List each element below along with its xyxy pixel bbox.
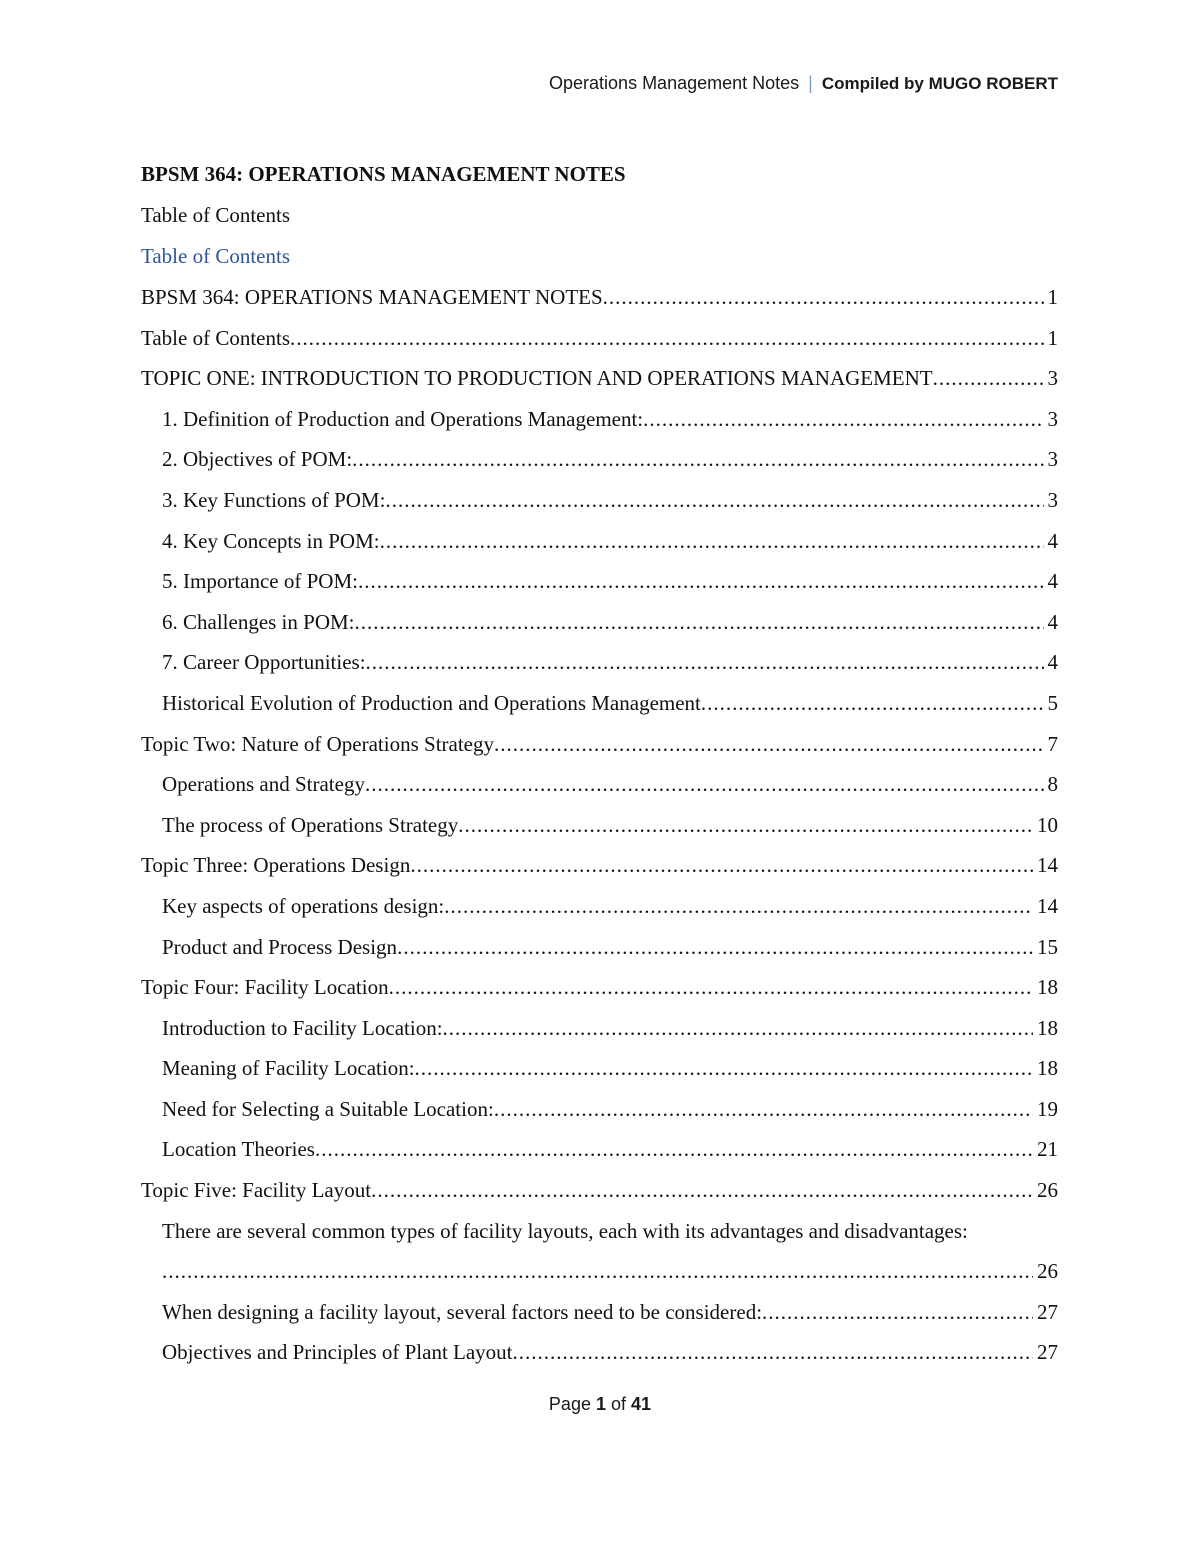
toc-page-number: 15 bbox=[1037, 934, 1058, 959]
toc-entry[interactable] bbox=[141, 1092, 1058, 1133]
toc-dot-leader bbox=[397, 930, 1033, 964]
toc-entry-text: Operations and Strategy bbox=[162, 772, 365, 797]
toc-dot-leader bbox=[385, 483, 1043, 517]
toc-page-number: 14 bbox=[1037, 853, 1058, 878]
toc-entry-text: Table of Contents bbox=[141, 325, 290, 350]
toc-page-number: 5 bbox=[1047, 690, 1058, 715]
document-title: BPSM 364: OPERATIONS MANAGEMENT NOTES bbox=[141, 162, 626, 186]
toc-dot-leader bbox=[371, 1173, 1033, 1207]
toc-page-number: 21 bbox=[1037, 1137, 1058, 1162]
toc-entry[interactable] bbox=[141, 442, 1058, 483]
toc-entry[interactable] bbox=[141, 605, 1058, 646]
toc-entry-text: Product and Process Design bbox=[162, 934, 398, 959]
toc-entry-continuation bbox=[162, 1254, 1058, 1294]
toc-entry-text: Topic Four: Facility Location bbox=[141, 975, 389, 1000]
toc-dot-leader bbox=[365, 767, 1044, 801]
toc-entry-text: The process of Operations Strategy bbox=[162, 812, 459, 837]
toc-entry[interactable] bbox=[141, 280, 1058, 321]
toc-entry[interactable] bbox=[141, 321, 1058, 362]
toc-page-number: 1 bbox=[1047, 325, 1058, 350]
page-header bbox=[549, 73, 1058, 94]
footer-total-pages: 41 bbox=[631, 1394, 652, 1414]
toc-dot-leader bbox=[444, 889, 1033, 923]
toc-entry[interactable] bbox=[141, 1295, 1058, 1336]
toc-entry[interactable] bbox=[141, 524, 1058, 565]
toc-entry[interactable] bbox=[141, 767, 1058, 808]
toc-dot-leader bbox=[352, 442, 1043, 476]
toc-entry-text: Historical Evolution of Production and Operations Management bbox=[162, 690, 701, 715]
footer-current-page: 1 bbox=[595, 1394, 606, 1414]
toc-entry[interactable] bbox=[141, 1132, 1058, 1173]
toc-entry[interactable] bbox=[141, 483, 1058, 524]
toc-page-number: 14 bbox=[1037, 893, 1058, 918]
toc-entry-text: Need for Selecting a Suitable Location: bbox=[162, 1096, 494, 1121]
toc-entry-text: Topic Five: Facility Layout bbox=[141, 1178, 372, 1203]
toc-entry-text: Location Theories bbox=[162, 1137, 315, 1162]
toc-dot-leader bbox=[380, 524, 1044, 558]
toc-dot-leader bbox=[389, 970, 1033, 1004]
toc-page-number: 1 bbox=[1047, 285, 1058, 309]
toc-entry[interactable] bbox=[141, 727, 1058, 768]
toc-entry-text: There are several common types of facility layouts, each with its advantages and disadvantages: bbox=[162, 1218, 968, 1243]
document-body bbox=[141, 157, 1058, 1376]
toc-entry[interactable] bbox=[141, 686, 1058, 727]
toc-entry[interactable] bbox=[141, 1173, 1058, 1214]
toc-entry-text: 6. Challenges in POM: bbox=[162, 609, 355, 634]
toc-entry-text: Key aspects of operations design: bbox=[162, 893, 445, 918]
toc-dot-leader bbox=[701, 686, 1044, 720]
toc-page-number: 18 bbox=[1037, 1056, 1058, 1081]
toc-dot-leader bbox=[762, 1295, 1033, 1329]
toc-label: Table of Contents bbox=[141, 203, 290, 227]
toc-entry[interactable] bbox=[141, 564, 1058, 605]
toc-entry[interactable] bbox=[141, 645, 1058, 686]
toc-page-number: 3 bbox=[1047, 447, 1058, 472]
toc-dot-leader bbox=[933, 361, 1044, 395]
toc-entry-text: Introduction to Facility Location: bbox=[162, 1015, 443, 1040]
toc-entry-text: Topic Two: Nature of Operations Strategy bbox=[141, 731, 495, 756]
toc-page-number: 3 bbox=[1047, 487, 1058, 512]
toc-page-number: 8 bbox=[1047, 772, 1058, 797]
toc-dot-leader bbox=[513, 1335, 1033, 1369]
toc-entry-text: 5. Importance of POM: bbox=[162, 569, 358, 594]
toc-page-number: 18 bbox=[1037, 975, 1058, 1000]
toc-dot-leader bbox=[643, 402, 1043, 436]
toc-entry[interactable] bbox=[141, 930, 1058, 971]
footer-of-word: of bbox=[611, 1394, 627, 1414]
toc-entry[interactable] bbox=[141, 970, 1058, 1011]
toc-dot-leader bbox=[315, 1132, 1033, 1166]
toc-entry[interactable] bbox=[141, 1214, 1058, 1295]
toc-entry[interactable] bbox=[141, 808, 1058, 849]
toc-dot-leader bbox=[443, 1011, 1033, 1045]
toc-page-number: 19 bbox=[1037, 1096, 1058, 1121]
toc-page-number: 27 bbox=[1037, 1299, 1058, 1324]
toc-page-number: 4 bbox=[1047, 528, 1058, 553]
toc-entry-text: 4. Key Concepts in POM: bbox=[162, 528, 380, 553]
toc-page-number: 4 bbox=[1047, 650, 1058, 675]
toc-page-number: 3 bbox=[1047, 366, 1058, 391]
toc-entry-text: Meaning of Facility Location: bbox=[162, 1056, 415, 1081]
toc-entry-text: 2. Objectives of POM: bbox=[162, 447, 353, 472]
toc-page-number: 10 bbox=[1037, 812, 1058, 837]
toc-entry[interactable] bbox=[141, 1335, 1058, 1376]
toc-dot-leader bbox=[494, 1092, 1033, 1126]
toc-dot-leader bbox=[458, 808, 1033, 842]
toc-dot-leader bbox=[410, 848, 1033, 882]
header-separator: | bbox=[808, 73, 813, 93]
toc-heading: Table of Contents bbox=[141, 244, 290, 268]
toc-entry-text: Topic Three: Operations Design bbox=[141, 853, 411, 878]
toc-page-number: 26 bbox=[1037, 1178, 1058, 1203]
footer-page-word: Page bbox=[548, 1394, 591, 1414]
toc-entry[interactable] bbox=[141, 1051, 1058, 1092]
toc-page-number: 4 bbox=[1047, 569, 1058, 594]
toc-page-number: 4 bbox=[1047, 609, 1058, 634]
toc-page-number: 26 bbox=[1037, 1258, 1058, 1283]
table-of-contents bbox=[141, 280, 1058, 1376]
toc-page-number: 27 bbox=[1037, 1340, 1058, 1365]
toc-page-number: 7 bbox=[1047, 731, 1058, 756]
toc-entry-text: When designing a facility layout, several factors need to be considered: bbox=[162, 1299, 763, 1324]
toc-entry[interactable] bbox=[141, 1011, 1058, 1052]
toc-entry-text: TOPIC ONE: INTRODUCTION TO PRODUCTION AND OPERATIONS MANAGEMENT bbox=[141, 366, 933, 391]
toc-entry-text: BPSM 364: OPERATIONS MANAGEMENT NOTES bbox=[141, 285, 603, 309]
toc-dot-leader bbox=[162, 1254, 1033, 1288]
toc-entry-text: Objectives and Principles of Plant Layout bbox=[162, 1340, 513, 1365]
toc-entry[interactable] bbox=[141, 402, 1058, 443]
toc-dot-leader bbox=[355, 605, 1044, 639]
header-compiled-by: Compiled by MUGO ROBERT bbox=[821, 74, 1058, 93]
toc-page-number: 18 bbox=[1037, 1015, 1058, 1040]
toc-page-number: 3 bbox=[1047, 406, 1058, 431]
toc-dot-leader bbox=[290, 321, 1044, 355]
page-footer bbox=[0, 1394, 1200, 1415]
toc-entry-text: 3. Key Functions of POM: bbox=[162, 487, 386, 512]
toc-entry[interactable] bbox=[141, 848, 1058, 889]
toc-entry[interactable] bbox=[141, 889, 1058, 930]
toc-dot-leader bbox=[358, 564, 1044, 598]
toc-dot-leader bbox=[415, 1051, 1033, 1085]
toc-entry-text: 1. Definition of Production and Operations Management: bbox=[162, 406, 644, 431]
toc-dot-leader bbox=[494, 727, 1043, 761]
header-title: Operations Management Notes bbox=[549, 73, 800, 93]
toc-dot-leader bbox=[366, 645, 1044, 679]
toc-dot-leader bbox=[603, 280, 1044, 314]
toc-entry-text: 7. Career Opportunities: bbox=[162, 650, 366, 675]
toc-entry[interactable] bbox=[141, 361, 1058, 402]
